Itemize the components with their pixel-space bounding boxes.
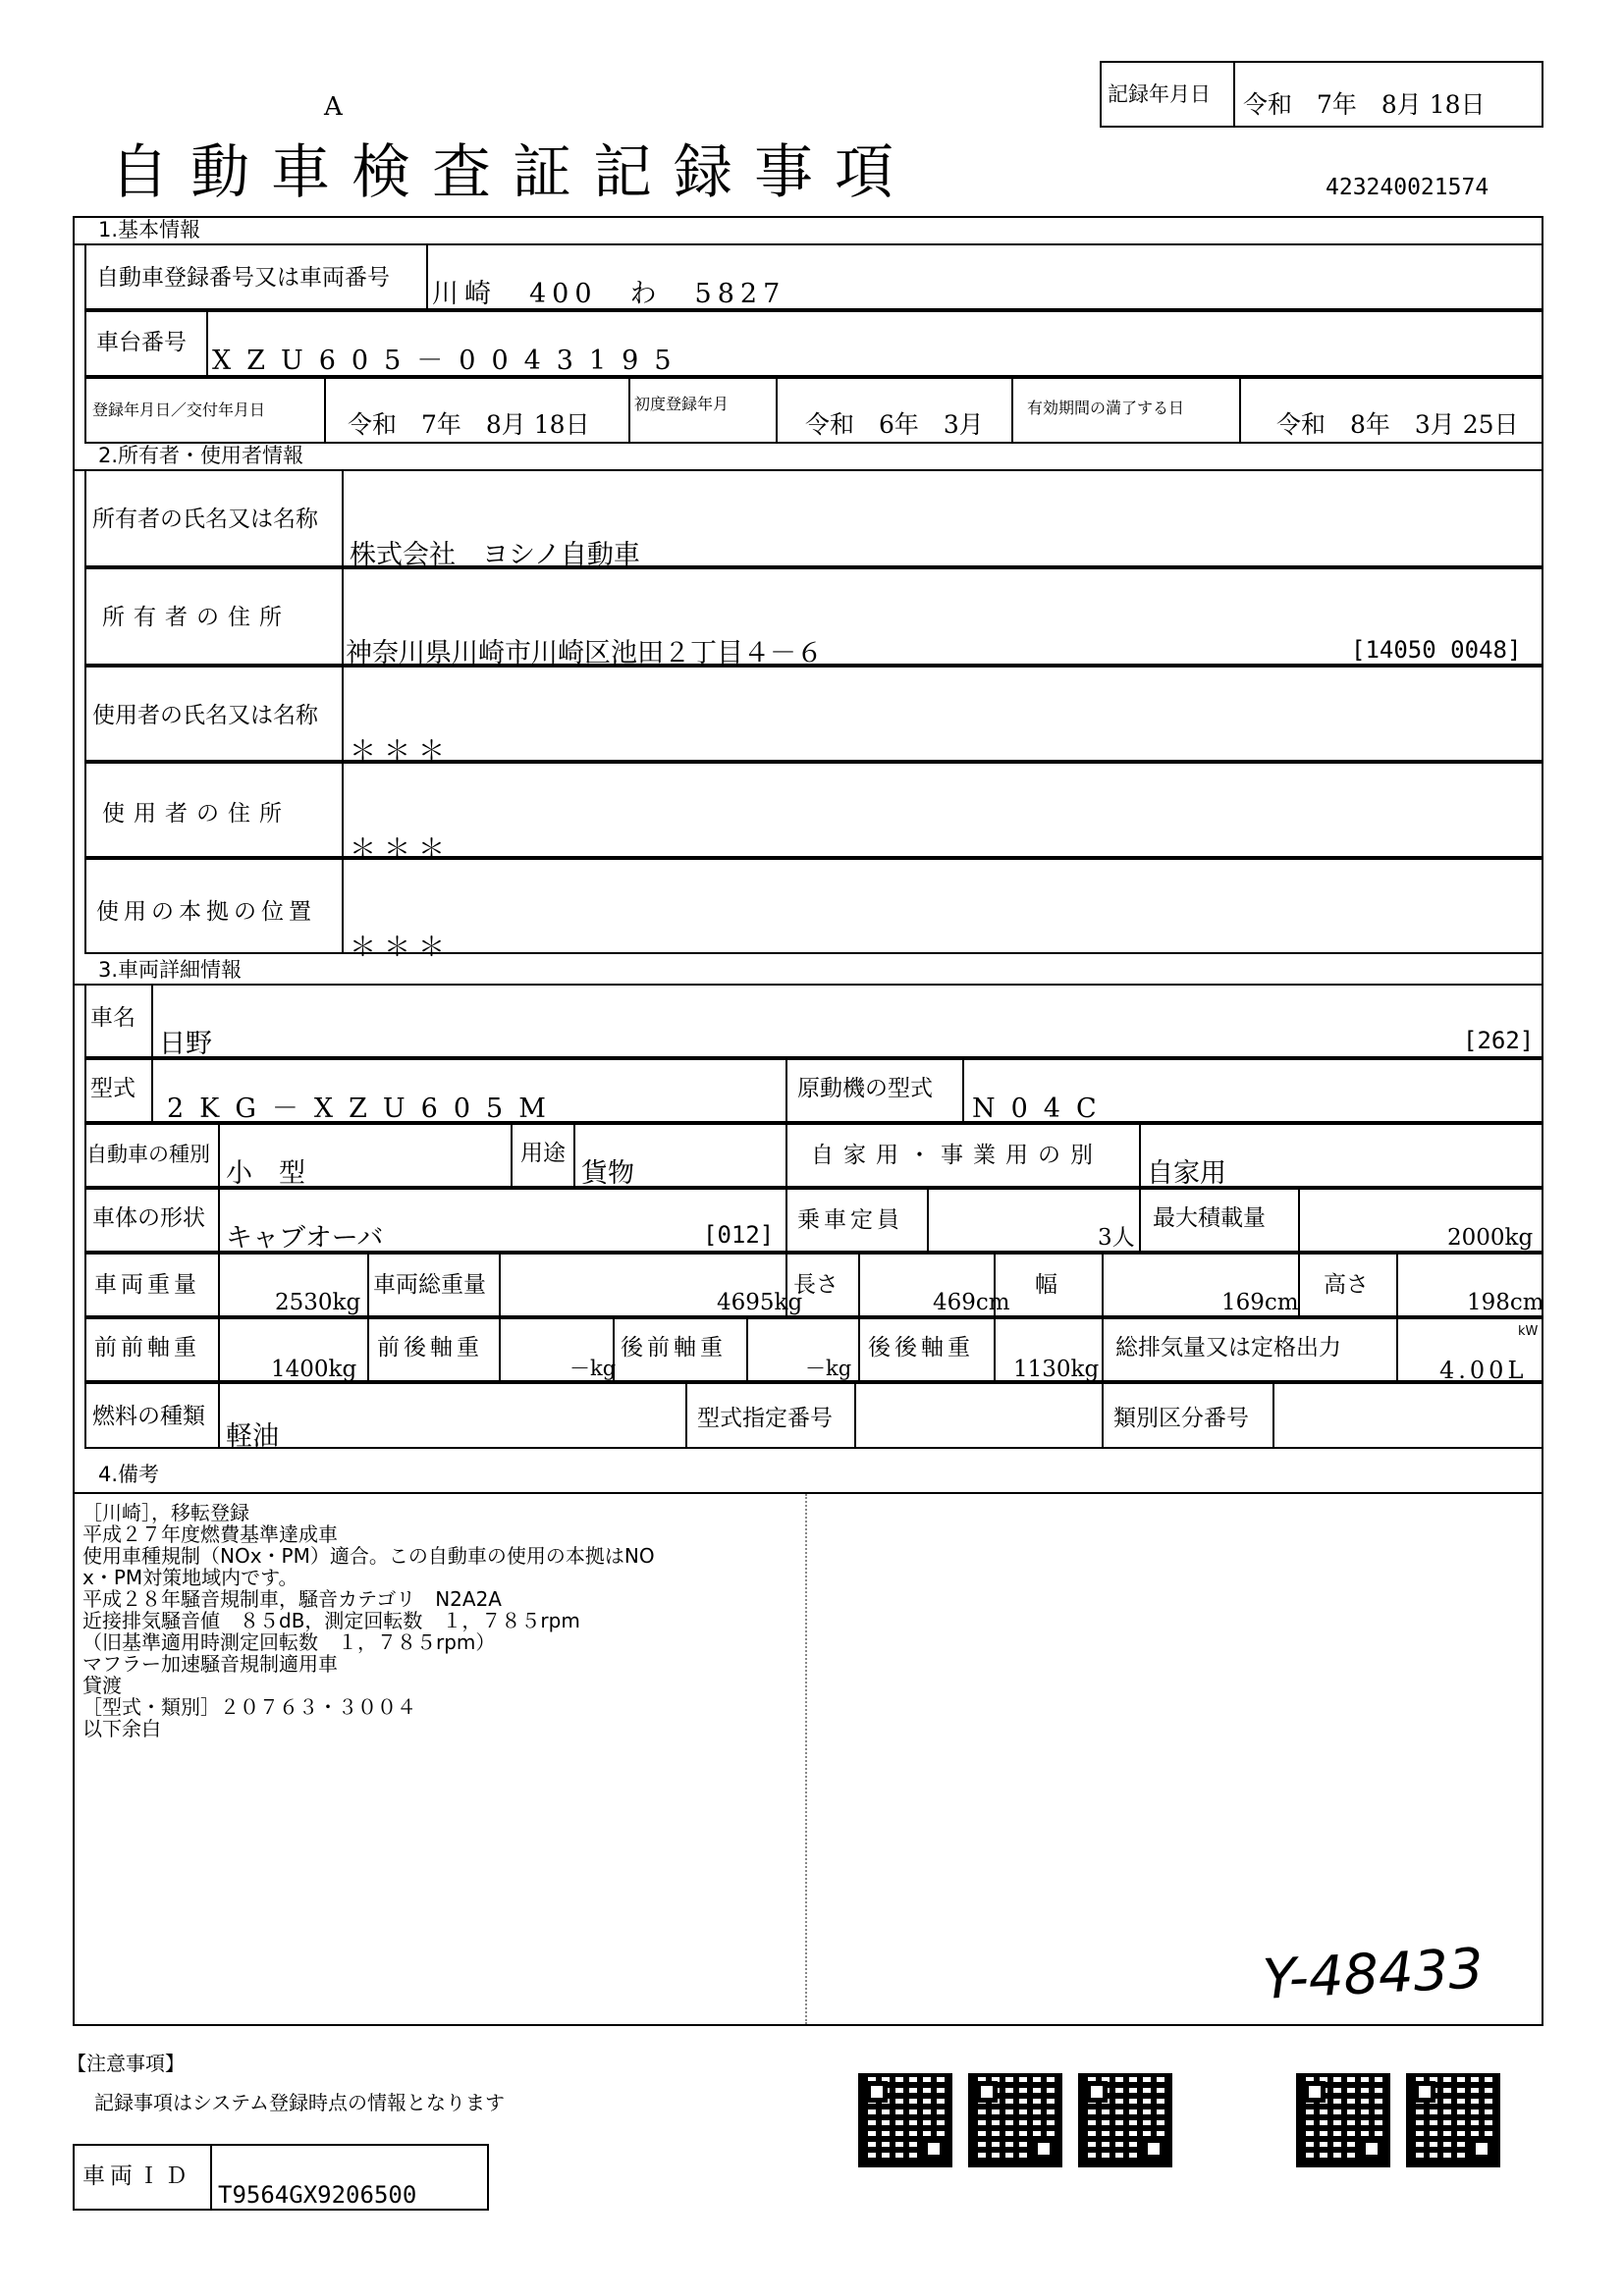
first-reg-value: 令和 6年 3月 [805, 410, 984, 439]
fuel-value: 軽油 [226, 1421, 279, 1452]
expiry-label: 有効期間の満了する日 [1027, 399, 1185, 417]
first-reg-label: 初度登録年月 [634, 395, 730, 413]
section-remarks: 4.備考 [98, 1463, 160, 1486]
section-basic-info: 1.基本情報 [98, 218, 201, 241]
body-code: [012] [703, 1221, 775, 1249]
engine-label: 原動機の型式 [797, 1076, 933, 1101]
user-addr-row [84, 762, 1543, 858]
rf-axle-value: －kg [805, 1357, 852, 1380]
owner-addr-label: 所有者の住所 [102, 605, 291, 630]
vehicle-name-code: [262] [1463, 1027, 1535, 1054]
reg-no-value: 川崎 400 わ 5827 [432, 279, 786, 309]
displacement-value: 4.00L [1439, 1357, 1528, 1384]
remarks-divider [805, 1494, 807, 2024]
base-label: 使用の本拠の位置 [96, 899, 316, 925]
class-label: 類別区分番号 [1113, 1406, 1249, 1431]
base-value: ＊＊＊ [350, 933, 453, 963]
remarks-line: 平成２７年度燃費基準達成車 [82, 1522, 338, 1546]
width-label: 幅 [1035, 1272, 1057, 1298]
user-addr-value: ＊＊＊ [350, 834, 453, 865]
owner-addr-code: [14050 0048] [1351, 636, 1522, 664]
chassis-value: XZU605－0043195 [212, 346, 687, 376]
qr-code-4 [1296, 2073, 1390, 2167]
use-label: 用途 [520, 1141, 566, 1166]
reg-date-value: 令和 7年 8月 18日 [348, 410, 590, 439]
remarks-line: 平成２８年騒音規制車，騒音カテゴリ N2A2A [82, 1587, 502, 1611]
vehicle-name-row [84, 984, 1543, 1058]
user-name-value: ＊＊＊ [350, 736, 453, 767]
fr-axle-label: 前後軸重 [377, 1335, 483, 1361]
qr-code-3 [1078, 2073, 1172, 2167]
vehicle-name-value: 日野 [159, 1029, 212, 1059]
ff-axle-value: 1400kg [271, 1357, 357, 1382]
vehicle-name-label: 車名 [90, 1005, 135, 1031]
section-owner-info: 2.所有者・使用者情報 [98, 444, 304, 467]
qr-code-2 [968, 2073, 1062, 2167]
reg-no-label: 自動車登録番号又は車両番号 [96, 265, 390, 291]
remarks-line: 使用車種規制（NOx・PM）適合。この自動車の使用の本拠はNO [82, 1544, 655, 1568]
record-date-label: 記録年月日 [1108, 82, 1211, 106]
notes-title: 【注意事項】 [67, 2052, 185, 2075]
remarks-line: ［川崎］，移転登録 [82, 1501, 249, 1524]
section-vehicle-info: 3.車両詳細情報 [98, 958, 243, 982]
capacity-value: 3人 [1098, 1225, 1135, 1251]
rr-axle-value: 1130kg [1013, 1357, 1100, 1382]
private-label: 自家用・事業用の別 [811, 1143, 1103, 1168]
displacement-unit: kW [1518, 1324, 1539, 1339]
body-label: 車体の形状 [92, 1205, 205, 1231]
gross-value: 4695kg [717, 1290, 803, 1315]
qr-code-1 [858, 2073, 952, 2167]
remarks-line: 以下余白 [82, 1717, 161, 1740]
document-number: 423240021574 [1326, 175, 1489, 200]
use-value: 貨物 [581, 1158, 634, 1189]
chassis-label: 車台番号 [96, 330, 187, 355]
expiry-value: 令和 8年 3月 25日 [1276, 410, 1519, 439]
user-name-label: 使用者の氏名又は名称 [92, 703, 318, 728]
remarks-line: マフラー加速騒音規制適用車 [82, 1652, 338, 1676]
remarks-line: 貸渡 [82, 1674, 122, 1697]
owner-addr-value: 神奈川県川崎市川崎区池田２丁目４－６ [346, 638, 823, 668]
remarks-text [82, 1502, 799, 1739]
body-value: キャブオーバ [226, 1223, 384, 1254]
owner-name-label: 所有者の氏名又は名称 [92, 507, 318, 532]
weight-label: 車両重量 [94, 1272, 200, 1298]
fuel-label: 燃料の種類 [92, 1404, 205, 1429]
type-approval-label: 型式指定番号 [697, 1406, 833, 1431]
remarks-line: 近接排気騒音値 ８５dB，測定回転数 １，７８５rpm [82, 1609, 580, 1632]
displacement-label: 総排気量又は定格出力 [1115, 1335, 1341, 1361]
capacity-label: 乗車定員 [797, 1207, 903, 1233]
weight-value: 2530kg [275, 1290, 361, 1315]
rr-axle-label: 後後軸重 [868, 1335, 974, 1361]
owner-name-value: 株式会社 ヨシノ自動車 [350, 540, 640, 570]
height-label: 高さ [1324, 1272, 1369, 1298]
record-date-value: 令和 7年 8月 18日 [1243, 90, 1486, 119]
vehicle-id-label: 車両ＩＤ [82, 2163, 192, 2189]
user-addr-label: 使用者の住所 [102, 801, 291, 827]
model-label: 型式 [90, 1076, 135, 1101]
max-load-label: 最大積載量 [1153, 1205, 1266, 1231]
kind-label: 自動車の種別 [86, 1143, 210, 1166]
length-label: 長さ [793, 1272, 839, 1298]
gross-label: 車両総重量 [373, 1272, 486, 1298]
ff-axle-label: 前前軸重 [94, 1335, 200, 1361]
width-value: 169cm [1221, 1290, 1299, 1315]
vehicle-id-value: T9564GX9206500 [218, 2181, 417, 2209]
private-value: 自家用 [1147, 1158, 1226, 1189]
height-value: 198cm [1467, 1290, 1544, 1315]
qr-code-5 [1406, 2073, 1500, 2167]
model-value: 2KG－XZU605M [167, 1094, 562, 1124]
remarks-line: （旧基準適用時測定回転数 １，７８５rpm） [82, 1630, 496, 1654]
engine-value: N04C [972, 1094, 1112, 1124]
remarks-line: x・PM対策地域内です。 [82, 1566, 298, 1589]
notes-text: 記録事項はシステム登録時点の情報となります [94, 2091, 505, 2114]
handwritten-note: Y-48433 [1261, 1937, 1486, 2012]
form-mark: A [324, 92, 343, 122]
document-title: 自動車検査証記録事項 [110, 138, 915, 207]
fr-axle-value: －kg [569, 1357, 617, 1380]
rf-axle-label: 後前軸重 [621, 1335, 727, 1361]
length-value: 469cm [933, 1290, 1010, 1315]
max-load-value: 2000kg [1447, 1225, 1534, 1251]
kind-value: 小 型 [226, 1158, 305, 1189]
remarks-line: ［型式・類別］２０７６３・３００４ [82, 1695, 416, 1719]
reg-date-label: 登録年月日／交付年月日 [92, 400, 266, 419]
